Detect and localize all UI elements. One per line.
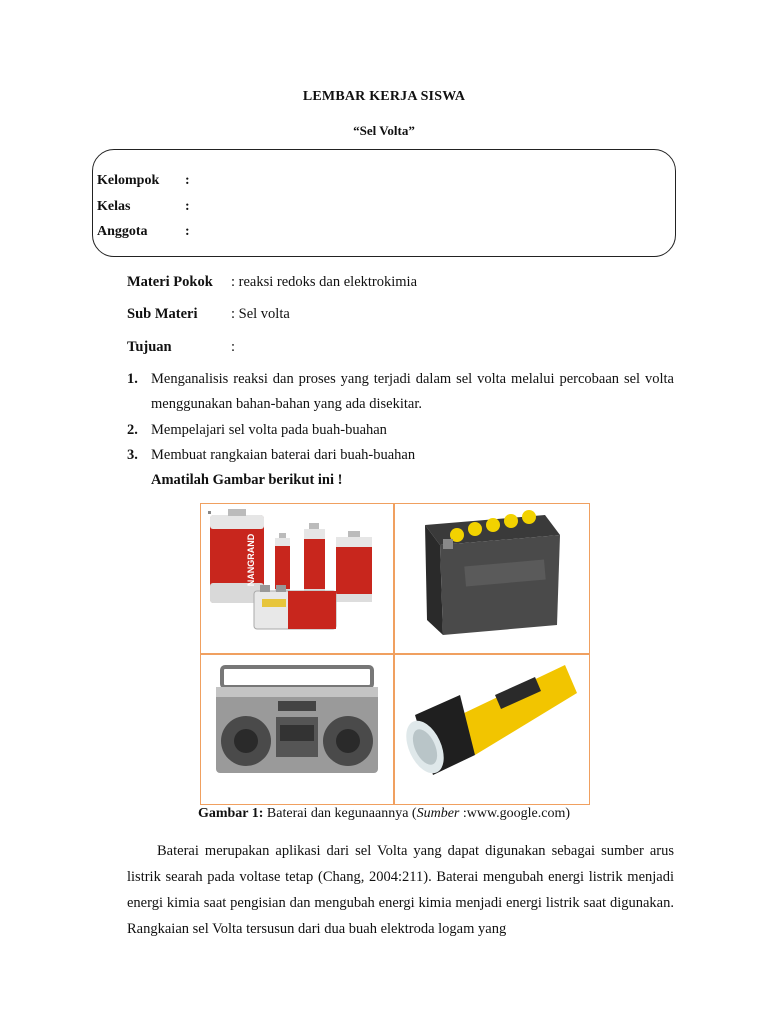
radio-boombox-icon [216, 667, 378, 773]
objective-text: Membuat rangkaian baterai dari buah-buahan [151, 447, 416, 463]
flashlight-image [395, 655, 589, 803]
figure-caption [0, 806, 768, 822]
battery-brand-label: NANGRAND [246, 533, 256, 587]
identity-box [92, 149, 676, 257]
car-battery-image [395, 505, 589, 652]
batteries-image [202, 505, 392, 652]
materi-value: : reaksi redoks dan elektrokimia [231, 274, 418, 290]
sub-materi-label: Sub Materi [127, 306, 198, 322]
boombox-image [202, 655, 392, 803]
materi-label: Materi Pokok [127, 274, 213, 290]
sub-materi-value: : Sel volta [231, 306, 290, 322]
page-title: LEMBAR KERJA SISWA [302, 89, 466, 104]
objective-text: Mempelajari sel volta pada buah-buahan [151, 422, 387, 438]
objective-number: 3. [127, 447, 138, 463]
battery-c-icon [336, 531, 372, 602]
objective-number: 1. [127, 371, 138, 387]
car-battery-icon [425, 510, 560, 635]
caption-label: Gambar 1: [197, 806, 264, 821]
caption-source: :www.google.com) [459, 806, 571, 821]
caption-text: Baterai dan kegunaannya ( [263, 806, 417, 821]
battery-d-icon [208, 509, 264, 603]
objective-text: Menganalisis reaksi dan proses yang terjadi dalam sel volta melalui percobaan sel volta menggunakan bahan-bahan yang ada disekitar. [151, 371, 674, 412]
flashlight-icon [399, 665, 577, 779]
body-paragraph: Baterai merupakan aplikasi dari sel Volta yang dapat digunakan sebagai sumber arus listrik searah pada voltase tetap (Chang, 2004:211). Baterai mengubah energi listrik menjadi energi kimia saat pengisian dan mengubah energi kimia menjadi energi listrik saat digunakan. Rangkaian sel Volta tersusun dari dua buah elektroda logam yang [127, 843, 674, 937]
kelompok-colon: : [185, 173, 190, 188]
battery-9v-icon [254, 585, 336, 629]
kelas-colon: : [185, 199, 190, 214]
tujuan-label: Tujuan [127, 339, 172, 355]
kelompok-label: Kelompok [97, 173, 160, 188]
observe-prompt: Amatilah Gambar berikut ini ! [151, 472, 343, 488]
anggota-label: Anggota [97, 224, 148, 239]
objective-number: 2. [127, 422, 138, 438]
tujuan-value: : [231, 339, 236, 355]
caption-source-word: Sumber [416, 806, 460, 821]
anggota-colon: : [185, 224, 190, 239]
kelas-label: Kelas [97, 199, 131, 214]
page-subtitle: “Sel Volta” [353, 123, 415, 138]
